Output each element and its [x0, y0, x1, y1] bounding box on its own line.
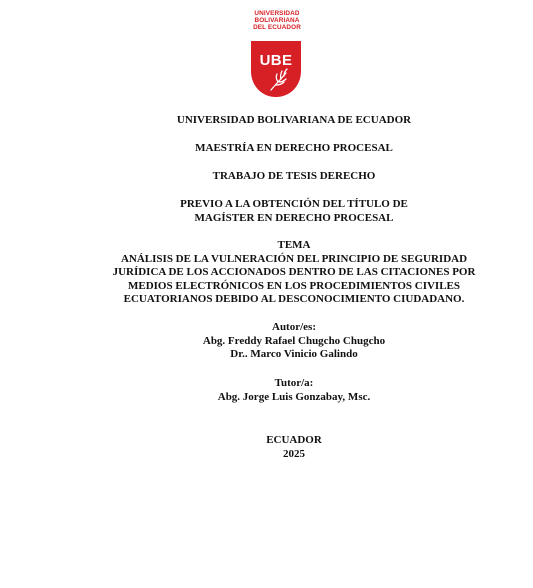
- authors-label: Autor/es:: [272, 321, 316, 333]
- shield-label: UBE: [259, 52, 293, 69]
- author-name: Dr.. Marco Vinicio Galindo: [230, 348, 358, 360]
- place-date: [80, 434, 508, 461]
- program-name: MAESTRÍA EN DERECHO PROCESAL: [195, 142, 393, 154]
- university-logo: [246, 10, 308, 98]
- country: ECUADOR: [266, 434, 322, 446]
- tutor-section: [80, 377, 508, 404]
- degree-purpose-line-2: MAGÍSTER EN DERECHO PROCESAL: [194, 211, 394, 224]
- degree-purpose-line-1: PREVIO A LA OBTENCIÓN DEL TÍTULO DE: [180, 198, 408, 210]
- topic-line: ANÁLISIS DE LA VULNERACIÓN DEL PRINCIPIO DE SEGURIDAD: [120, 252, 468, 265]
- authors-section: [80, 321, 508, 362]
- author-name: Abg. Freddy Rafael Chugcho Chugcho: [202, 334, 386, 347]
- university-name: UNIVERSIDAD BOLIVARIANA DE ECUADOR: [176, 114, 412, 126]
- topic-line: ECUATORIANOS DEBIDO AL DESCONOCIMIENTO CIUDADANO.: [123, 293, 465, 305]
- work-type: TRABAJO DE TESIS DERECHO: [212, 170, 376, 182]
- degree-purpose: [80, 198, 508, 225]
- topic-section: [80, 239, 508, 307]
- tutor-label: Tutor/a:: [274, 377, 314, 389]
- year: 2025: [283, 447, 305, 460]
- topic-label: TEMA: [277, 239, 311, 251]
- logo-line-2: BOLIVARIANA: [254, 17, 300, 25]
- shield-graphic: [251, 41, 301, 98]
- tutor-name: Abg. Jorge Luis Gonzabay, Msc.: [217, 390, 371, 403]
- topic-line: MEDIOS ELECTRÓNICOS EN LOS PROCEDIMIENTOS CIVILES: [127, 279, 460, 292]
- logo-line-3: DEL ECUADOR: [253, 24, 301, 32]
- shield-icon: [251, 41, 301, 98]
- logo-line-1: UNIVERSIDAD: [254, 10, 300, 17]
- logo-wordmark: [246, 10, 308, 32]
- topic-line: JURÍDICA DE LOS ACCIONADOS DENTRO DE LAS CITACIONES POR: [112, 266, 476, 278]
